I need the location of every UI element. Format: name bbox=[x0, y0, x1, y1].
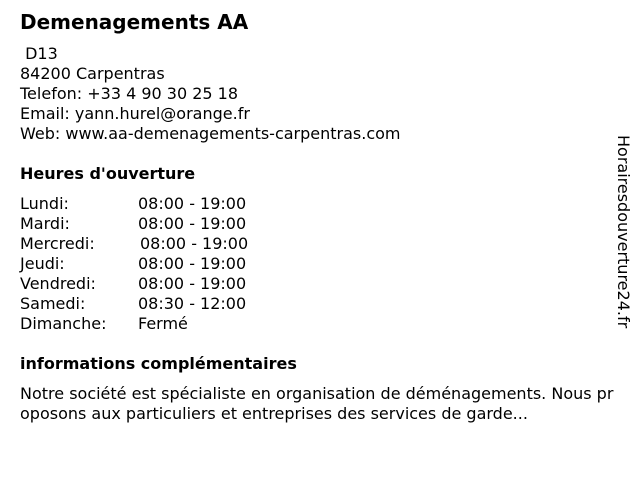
day-label: Mardi: bbox=[20, 214, 70, 233]
time-value: 08:30 - 12:00 bbox=[138, 294, 247, 313]
street-address: D13 bbox=[20, 44, 58, 63]
time-value: 08:00 - 19:00 bbox=[138, 274, 247, 293]
day-label: Jeudi: bbox=[20, 254, 65, 273]
city-address: 84200 Carpentras bbox=[20, 64, 165, 83]
time-value: 08:00 - 19:00 bbox=[138, 214, 247, 233]
info-description: Notre société est spécialiste en organisation de déménagements. Nous proposons aux particuliers et entreprises des services de garde... bbox=[20, 384, 614, 423]
site-watermark: Horairesdouverture24.fr bbox=[614, 135, 633, 329]
day-label: Lundi: bbox=[20, 194, 69, 213]
day-label: Dimanche: bbox=[20, 314, 107, 333]
day-label: Samedi: bbox=[20, 294, 86, 313]
day-label: Mercredi: bbox=[20, 234, 95, 253]
phone-line: Telefon: +33 4 90 30 25 18 bbox=[20, 84, 239, 103]
hours-heading: Heures d'ouverture bbox=[20, 164, 196, 183]
time-value: 08:00 - 19:00 bbox=[138, 254, 247, 273]
time-value: 08:00 - 19:00 bbox=[138, 194, 247, 213]
business-name: Demenagements AA bbox=[20, 10, 249, 34]
time-value: Fermé bbox=[138, 314, 188, 333]
email-line: Email: yann.hurel@orange.fr bbox=[20, 104, 250, 123]
web-line: Web: www.aa-demenagements-carpentras.com bbox=[20, 124, 401, 143]
day-label: Vendredi: bbox=[20, 274, 96, 293]
info-heading: informations complémentaires bbox=[20, 354, 297, 373]
time-value: 08:00 - 19:00 bbox=[140, 234, 249, 253]
contact-block bbox=[20, 44, 401, 144]
